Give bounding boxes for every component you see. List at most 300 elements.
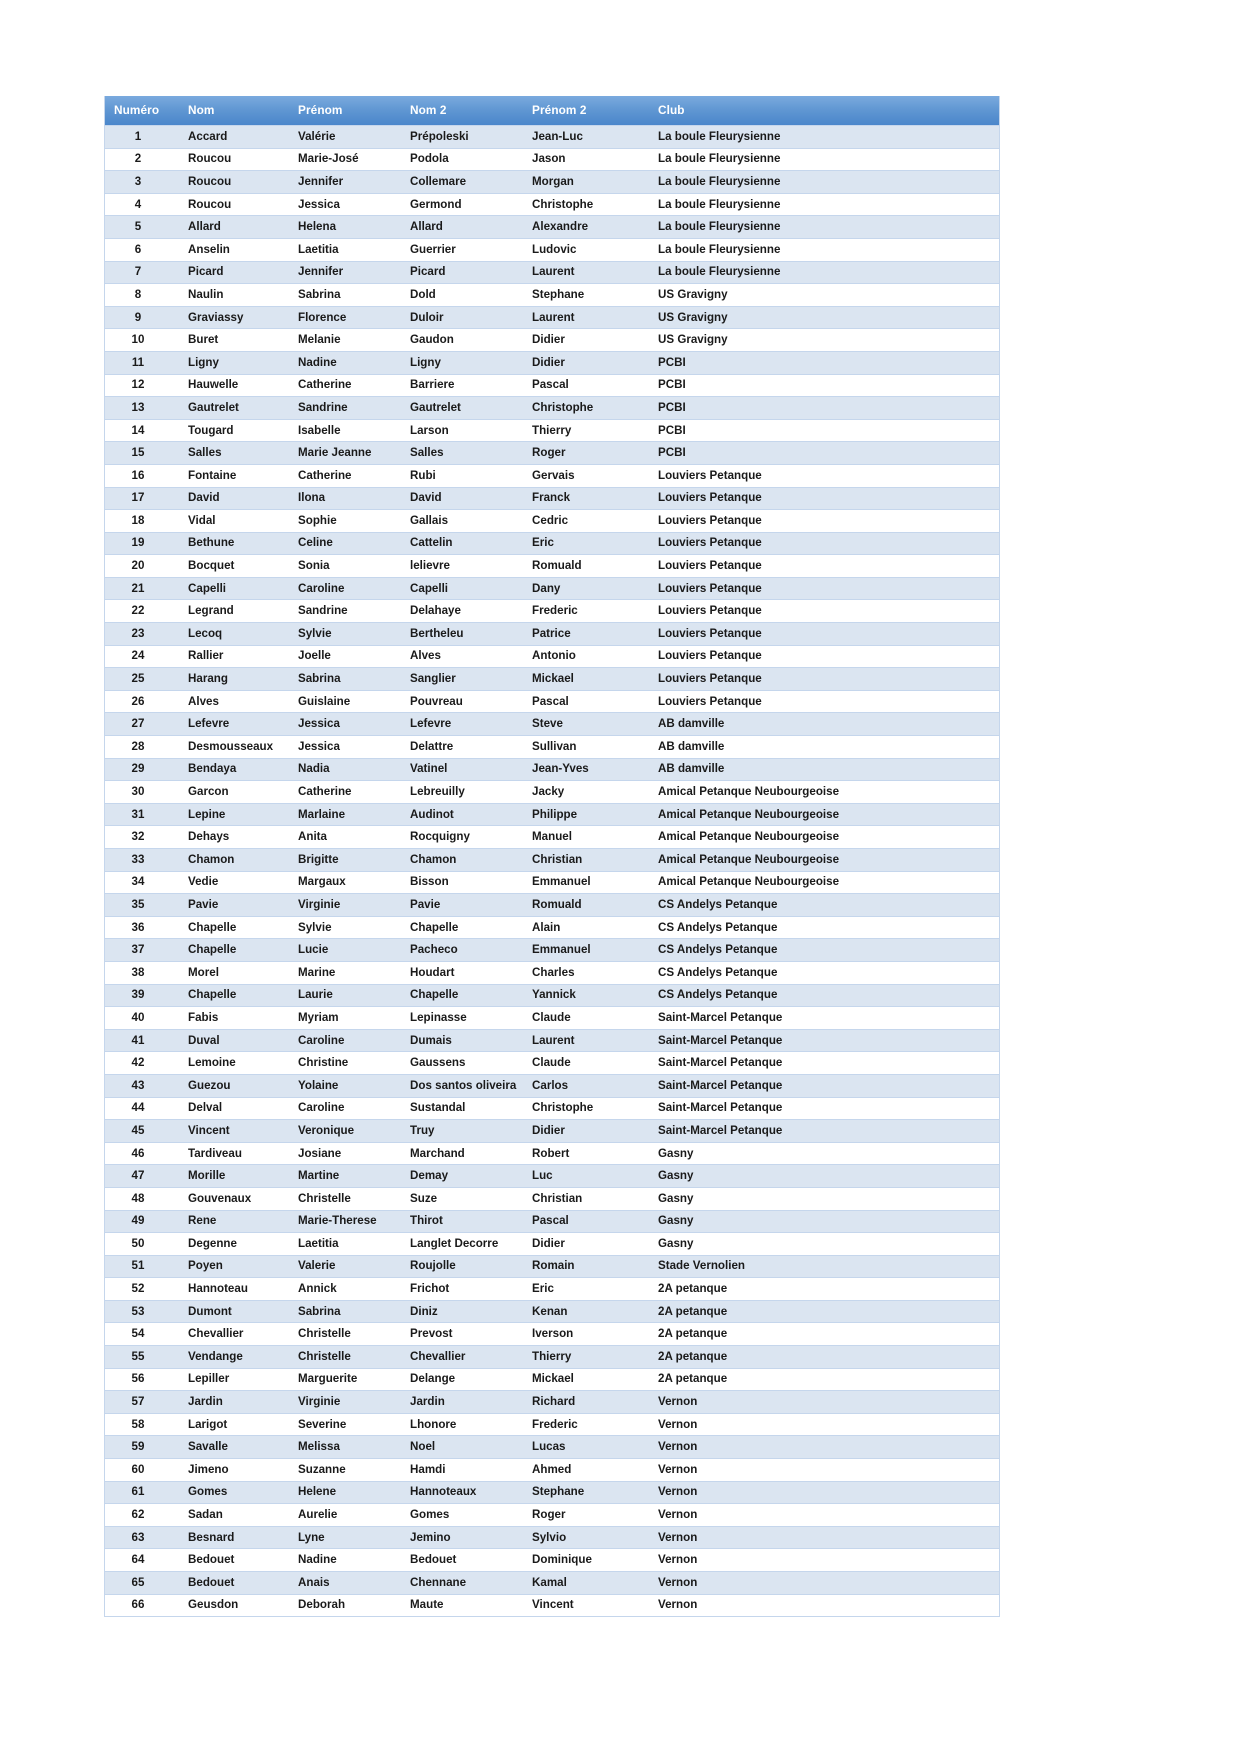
cell-prenom: Laetitia xyxy=(298,1233,410,1256)
cell-numero: 8 xyxy=(104,284,188,307)
cell-nom: Chapelle xyxy=(188,916,298,939)
cell-nom: Chapelle xyxy=(188,939,298,962)
cell-nom: Duval xyxy=(188,1029,298,1052)
cell-nom: Alves xyxy=(188,690,298,713)
table-row xyxy=(104,1255,1000,1278)
cell-prenom2: Pascal xyxy=(532,690,658,713)
cell-prenom2: Sullivan xyxy=(532,736,658,759)
cell-club: Vernon xyxy=(658,1391,1000,1414)
cell-prenom: Deborah xyxy=(298,1594,410,1617)
table-row xyxy=(104,1187,1000,1210)
cell-numero: 5 xyxy=(104,216,188,239)
cell-club: Saint-Marcel Petanque xyxy=(658,1074,1000,1097)
cell-club: AB damville xyxy=(658,736,1000,759)
table-row xyxy=(104,1029,1000,1052)
cell-prenom2: Roger xyxy=(532,442,658,465)
cell-prenom2: Emmanuel xyxy=(532,939,658,962)
cell-nom: Salles xyxy=(188,442,298,465)
cell-prenom: Catherine xyxy=(298,781,410,804)
cell-prenom2: Ludovic xyxy=(532,238,658,261)
cell-nom2: lelievre xyxy=(410,555,532,578)
cell-prenom: Christelle xyxy=(298,1346,410,1369)
cell-prenom2: Romuald xyxy=(532,555,658,578)
cell-club: 2A petanque xyxy=(658,1278,1000,1301)
table-row xyxy=(104,1549,1000,1572)
cell-numero: 57 xyxy=(104,1391,188,1414)
cell-nom: Chapelle xyxy=(188,984,298,1007)
cell-nom2: Barriere xyxy=(410,374,532,397)
cell-nom: Desmousseaux xyxy=(188,736,298,759)
cell-numero: 35 xyxy=(104,894,188,917)
cell-nom2: Collemare xyxy=(410,171,532,194)
cell-prenom2: Philippe xyxy=(532,803,658,826)
cell-prenom: Sylvie xyxy=(298,916,410,939)
cell-prenom: Yolaine xyxy=(298,1074,410,1097)
cell-numero: 62 xyxy=(104,1504,188,1527)
table-row xyxy=(104,1210,1000,1233)
table-row xyxy=(104,849,1000,872)
table-row xyxy=(104,148,1000,171)
cell-prenom2: Pascal xyxy=(532,1210,658,1233)
cell-prenom2: Thierry xyxy=(532,419,658,442)
cell-club: Vernon xyxy=(658,1526,1000,1549)
table-row xyxy=(104,623,1000,646)
cell-club: PCBI xyxy=(658,397,1000,420)
cell-nom2: David xyxy=(410,487,532,510)
cell-prenom2: Laurent xyxy=(532,261,658,284)
cell-prenom: Sabrina xyxy=(298,284,410,307)
cell-nom2: Duloir xyxy=(410,306,532,329)
cell-nom2: Frichot xyxy=(410,1278,532,1301)
cell-numero: 42 xyxy=(104,1052,188,1075)
cell-prenom2: Claude xyxy=(532,1052,658,1075)
cell-nom: Lemoine xyxy=(188,1052,298,1075)
cell-prenom: Melanie xyxy=(298,329,410,352)
cell-nom: Accard xyxy=(188,126,298,149)
cell-club: Louviers Petanque xyxy=(658,464,1000,487)
cell-prenom: Marine xyxy=(298,961,410,984)
table-row xyxy=(104,600,1000,623)
cell-club: Louviers Petanque xyxy=(658,668,1000,691)
cell-nom2: Demay xyxy=(410,1165,532,1188)
table-row xyxy=(104,961,1000,984)
cell-nom2: Vatinel xyxy=(410,758,532,781)
cell-club: La boule Fleurysienne xyxy=(658,171,1000,194)
cell-numero: 18 xyxy=(104,510,188,533)
cell-nom: Jimeno xyxy=(188,1459,298,1482)
table-row xyxy=(104,1323,1000,1346)
cell-numero: 2 xyxy=(104,148,188,171)
cell-nom: Fontaine xyxy=(188,464,298,487)
cell-prenom2: Dominique xyxy=(532,1549,658,1572)
cell-prenom: Margaux xyxy=(298,871,410,894)
cell-prenom2: Alain xyxy=(532,916,658,939)
cell-nom: David xyxy=(188,487,298,510)
table-row xyxy=(104,916,1000,939)
cell-nom2: Langlet Decorre xyxy=(410,1233,532,1256)
cell-nom2: Pavie xyxy=(410,894,532,917)
cell-nom: Gomes xyxy=(188,1481,298,1504)
table-row xyxy=(104,645,1000,668)
cell-numero: 37 xyxy=(104,939,188,962)
column-header-prenom: Prénom xyxy=(298,96,410,126)
cell-nom2: Delange xyxy=(410,1368,532,1391)
cell-nom2: Delahaye xyxy=(410,600,532,623)
cell-numero: 29 xyxy=(104,758,188,781)
cell-numero: 33 xyxy=(104,849,188,872)
cell-numero: 34 xyxy=(104,871,188,894)
table-row xyxy=(104,690,1000,713)
table-row xyxy=(104,1007,1000,1030)
cell-numero: 58 xyxy=(104,1413,188,1436)
cell-nom: Geusdon xyxy=(188,1594,298,1617)
cell-club: 2A petanque xyxy=(658,1323,1000,1346)
cell-club: US Gravigny xyxy=(658,284,1000,307)
cell-numero: 19 xyxy=(104,532,188,555)
cell-prenom: Nadine xyxy=(298,351,410,374)
cell-club: Amical Petanque Neubourgeoise xyxy=(658,803,1000,826)
cell-prenom: Anita xyxy=(298,826,410,849)
cell-prenom: Christelle xyxy=(298,1187,410,1210)
cell-prenom2: Cedric xyxy=(532,510,658,533)
cell-numero: 49 xyxy=(104,1210,188,1233)
table-row xyxy=(104,1572,1000,1595)
cell-prenom2: Christian xyxy=(532,1187,658,1210)
table-right-border xyxy=(999,96,1000,1617)
cell-nom: Bethune xyxy=(188,532,298,555)
cell-club: Louviers Petanque xyxy=(658,600,1000,623)
cell-club: Saint-Marcel Petanque xyxy=(658,1120,1000,1143)
cell-nom2: Allard xyxy=(410,216,532,239)
cell-prenom: Melissa xyxy=(298,1436,410,1459)
table-row xyxy=(104,984,1000,1007)
table-row xyxy=(104,1300,1000,1323)
table-row xyxy=(104,1142,1000,1165)
cell-nom: Roucou xyxy=(188,193,298,216)
cell-prenom2: Stephane xyxy=(532,1481,658,1504)
table-row xyxy=(104,781,1000,804)
cell-club: US Gravigny xyxy=(658,306,1000,329)
cell-prenom2: Didier xyxy=(532,329,658,352)
cell-prenom: Christelle xyxy=(298,1323,410,1346)
cell-nom2: Gomes xyxy=(410,1504,532,1527)
cell-nom: Dumont xyxy=(188,1300,298,1323)
table-row xyxy=(104,351,1000,374)
cell-numero: 48 xyxy=(104,1187,188,1210)
cell-prenom: Guislaine xyxy=(298,690,410,713)
cell-prenom: Martine xyxy=(298,1165,410,1188)
cell-numero: 53 xyxy=(104,1300,188,1323)
cell-numero: 20 xyxy=(104,555,188,578)
cell-numero: 38 xyxy=(104,961,188,984)
cell-prenom2: Christian xyxy=(532,849,658,872)
cell-numero: 26 xyxy=(104,690,188,713)
cell-club: PCBI xyxy=(658,419,1000,442)
cell-prenom: Sonia xyxy=(298,555,410,578)
table-row xyxy=(104,261,1000,284)
table-row xyxy=(104,193,1000,216)
cell-prenom: Virginie xyxy=(298,894,410,917)
cell-prenom2: Claude xyxy=(532,1007,658,1030)
cell-nom2: Lefevre xyxy=(410,713,532,736)
cell-nom2: Pouvreau xyxy=(410,690,532,713)
cell-prenom: Caroline xyxy=(298,577,410,600)
cell-nom2: Guerrier xyxy=(410,238,532,261)
cell-nom: Naulin xyxy=(188,284,298,307)
cell-club: Louviers Petanque xyxy=(658,487,1000,510)
cell-numero: 24 xyxy=(104,645,188,668)
cell-prenom: Anais xyxy=(298,1572,410,1595)
cell-prenom2: Dany xyxy=(532,577,658,600)
column-header-prenom2: Prénom 2 xyxy=(532,96,658,126)
cell-club: Vernon xyxy=(658,1549,1000,1572)
cell-prenom2: Eric xyxy=(532,1278,658,1301)
table-row xyxy=(104,532,1000,555)
cell-nom: Legrand xyxy=(188,600,298,623)
cell-prenom: Sabrina xyxy=(298,1300,410,1323)
cell-numero: 54 xyxy=(104,1323,188,1346)
cell-club: PCBI xyxy=(658,351,1000,374)
table-row xyxy=(104,1436,1000,1459)
cell-nom2: Sanglier xyxy=(410,668,532,691)
cell-nom: Tardiveau xyxy=(188,1142,298,1165)
participants-roster-table xyxy=(104,96,1000,1617)
table-row xyxy=(104,487,1000,510)
cell-numero: 40 xyxy=(104,1007,188,1030)
cell-club: La boule Fleurysienne xyxy=(658,148,1000,171)
cell-numero: 44 xyxy=(104,1097,188,1120)
cell-nom: Buret xyxy=(188,329,298,352)
cell-club: 2A petanque xyxy=(658,1368,1000,1391)
table-row xyxy=(104,871,1000,894)
cell-nom2: Delattre xyxy=(410,736,532,759)
cell-nom: Morille xyxy=(188,1165,298,1188)
cell-nom: Harang xyxy=(188,668,298,691)
cell-nom2: Chamon xyxy=(410,849,532,872)
cell-nom2: Diniz xyxy=(410,1300,532,1323)
cell-prenom2: Christophe xyxy=(532,193,658,216)
table-row xyxy=(104,329,1000,352)
cell-nom2: Chevallier xyxy=(410,1346,532,1369)
cell-nom2: Pacheco xyxy=(410,939,532,962)
table-row xyxy=(104,555,1000,578)
cell-nom2: Prépoleski xyxy=(410,126,532,149)
cell-prenom: Josiane xyxy=(298,1142,410,1165)
cell-prenom: Caroline xyxy=(298,1029,410,1052)
cell-nom: Lepine xyxy=(188,803,298,826)
cell-numero: 28 xyxy=(104,736,188,759)
cell-club: Amical Petanque Neubourgeoise xyxy=(658,826,1000,849)
table-row xyxy=(104,1278,1000,1301)
cell-prenom2: Jean-Luc xyxy=(532,126,658,149)
cell-club: CS Andelys Petanque xyxy=(658,894,1000,917)
cell-nom2: Truy xyxy=(410,1120,532,1143)
cell-nom: Bocquet xyxy=(188,555,298,578)
cell-nom: Degenne xyxy=(188,1233,298,1256)
table-row xyxy=(104,419,1000,442)
cell-nom2: Chennane xyxy=(410,1572,532,1595)
cell-prenom2: Franck xyxy=(532,487,658,510)
table-row xyxy=(104,126,1000,149)
cell-nom2: Chapelle xyxy=(410,984,532,1007)
cell-numero: 47 xyxy=(104,1165,188,1188)
cell-nom2: Chapelle xyxy=(410,916,532,939)
cell-prenom2: Didier xyxy=(532,1120,658,1143)
cell-nom2: Gautrelet xyxy=(410,397,532,420)
cell-club: Vernon xyxy=(658,1594,1000,1617)
cell-nom2: Dold xyxy=(410,284,532,307)
table-row xyxy=(104,1097,1000,1120)
cell-prenom2: Stephane xyxy=(532,284,658,307)
cell-club: Vernon xyxy=(658,1572,1000,1595)
table-row xyxy=(104,442,1000,465)
cell-nom: Guezou xyxy=(188,1074,298,1097)
cell-prenom2: Pascal xyxy=(532,374,658,397)
table-row xyxy=(104,397,1000,420)
cell-prenom: Annick xyxy=(298,1278,410,1301)
cell-numero: 36 xyxy=(104,916,188,939)
cell-nom2: Houdart xyxy=(410,961,532,984)
cell-numero: 3 xyxy=(104,171,188,194)
cell-prenom2: Steve xyxy=(532,713,658,736)
cell-prenom: Sandrine xyxy=(298,397,410,420)
cell-nom: Bendaya xyxy=(188,758,298,781)
cell-nom: Vincent xyxy=(188,1120,298,1143)
cell-club: 2A petanque xyxy=(658,1300,1000,1323)
cell-prenom2: Jean-Yves xyxy=(532,758,658,781)
cell-club: PCBI xyxy=(658,374,1000,397)
table-header-row xyxy=(104,96,1000,126)
cell-numero: 55 xyxy=(104,1346,188,1369)
cell-prenom: Marie Jeanne xyxy=(298,442,410,465)
cell-club: 2A petanque xyxy=(658,1346,1000,1369)
cell-nom2: Ligny xyxy=(410,351,532,374)
cell-prenom: Sophie xyxy=(298,510,410,533)
cell-nom: Fabis xyxy=(188,1007,298,1030)
table-row xyxy=(104,1165,1000,1188)
cell-prenom: Marlaine xyxy=(298,803,410,826)
cell-prenom2: Didier xyxy=(532,1233,658,1256)
cell-club: AB damville xyxy=(658,713,1000,736)
cell-prenom: Ilona xyxy=(298,487,410,510)
cell-nom2: Dos santos oliveira xyxy=(410,1074,532,1097)
cell-nom2: Lhonore xyxy=(410,1413,532,1436)
cell-prenom2: Carlos xyxy=(532,1074,658,1097)
cell-nom2: Marchand xyxy=(410,1142,532,1165)
cell-club: Gasny xyxy=(658,1187,1000,1210)
cell-numero: 59 xyxy=(104,1436,188,1459)
table-row xyxy=(104,826,1000,849)
cell-nom: Dehays xyxy=(188,826,298,849)
column-header-numero: Numéro xyxy=(104,96,188,126)
cell-nom2: Audinot xyxy=(410,803,532,826)
cell-nom2: Suze xyxy=(410,1187,532,1210)
cell-numero: 39 xyxy=(104,984,188,1007)
cell-numero: 43 xyxy=(104,1074,188,1097)
table-row xyxy=(104,894,1000,917)
cell-club: AB damville xyxy=(658,758,1000,781)
table-row xyxy=(104,803,1000,826)
cell-nom: Garcon xyxy=(188,781,298,804)
cell-prenom: Nadine xyxy=(298,1549,410,1572)
cell-nom: Picard xyxy=(188,261,298,284)
cell-club: Vernon xyxy=(658,1413,1000,1436)
cell-nom2: Jemino xyxy=(410,1526,532,1549)
cell-numero: 25 xyxy=(104,668,188,691)
cell-club: US Gravigny xyxy=(658,329,1000,352)
cell-club: Amical Petanque Neubourgeoise xyxy=(658,871,1000,894)
cell-nom: Lefevre xyxy=(188,713,298,736)
cell-club: Gasny xyxy=(658,1233,1000,1256)
table-row xyxy=(104,238,1000,261)
cell-numero: 50 xyxy=(104,1233,188,1256)
cell-prenom2: Kenan xyxy=(532,1300,658,1323)
cell-numero: 64 xyxy=(104,1549,188,1572)
table-row xyxy=(104,1346,1000,1369)
cell-numero: 31 xyxy=(104,803,188,826)
cell-club: La boule Fleurysienne xyxy=(658,193,1000,216)
cell-numero: 13 xyxy=(104,397,188,420)
cell-prenom: Virginie xyxy=(298,1391,410,1414)
cell-nom2: Rocquigny xyxy=(410,826,532,849)
cell-prenom2: Romuald xyxy=(532,894,658,917)
cell-prenom: Celine xyxy=(298,532,410,555)
cell-numero: 17 xyxy=(104,487,188,510)
cell-prenom: Jessica xyxy=(298,713,410,736)
table-row xyxy=(104,1594,1000,1617)
cell-numero: 16 xyxy=(104,464,188,487)
cell-prenom: Severine xyxy=(298,1413,410,1436)
cell-prenom: Aurelie xyxy=(298,1504,410,1527)
cell-prenom: Myriam xyxy=(298,1007,410,1030)
cell-nom2: Cattelin xyxy=(410,532,532,555)
cell-club: Vernon xyxy=(658,1436,1000,1459)
cell-prenom: Isabelle xyxy=(298,419,410,442)
cell-numero: 6 xyxy=(104,238,188,261)
cell-prenom2: Frederic xyxy=(532,1413,658,1436)
table-row xyxy=(104,736,1000,759)
cell-nom: Allard xyxy=(188,216,298,239)
cell-nom2: Maute xyxy=(410,1594,532,1617)
cell-prenom2: Roger xyxy=(532,1504,658,1527)
cell-nom2: Jardin xyxy=(410,1391,532,1414)
cell-nom: Roucou xyxy=(188,148,298,171)
cell-club: La boule Fleurysienne xyxy=(658,261,1000,284)
cell-prenom2: Antonio xyxy=(532,645,658,668)
cell-nom: Vedie xyxy=(188,871,298,894)
cell-nom: Jardin xyxy=(188,1391,298,1414)
roster-table-container xyxy=(104,96,1000,1617)
cell-prenom: Valerie xyxy=(298,1255,410,1278)
table-row xyxy=(104,510,1000,533)
cell-nom: Vendange xyxy=(188,1346,298,1369)
cell-club: Gasny xyxy=(658,1210,1000,1233)
cell-numero: 9 xyxy=(104,306,188,329)
cell-club: CS Andelys Petanque xyxy=(658,961,1000,984)
cell-club: PCBI xyxy=(658,442,1000,465)
cell-numero: 22 xyxy=(104,600,188,623)
cell-club: Louviers Petanque xyxy=(658,510,1000,533)
table-left-border xyxy=(104,96,105,1617)
cell-prenom: Sabrina xyxy=(298,668,410,691)
table-row xyxy=(104,1074,1000,1097)
cell-nom2: Larson xyxy=(410,419,532,442)
cell-numero: 21 xyxy=(104,577,188,600)
cell-prenom2: Christophe xyxy=(532,397,658,420)
cell-prenom: Laurie xyxy=(298,984,410,1007)
cell-nom: Capelli xyxy=(188,577,298,600)
cell-nom: Pavie xyxy=(188,894,298,917)
